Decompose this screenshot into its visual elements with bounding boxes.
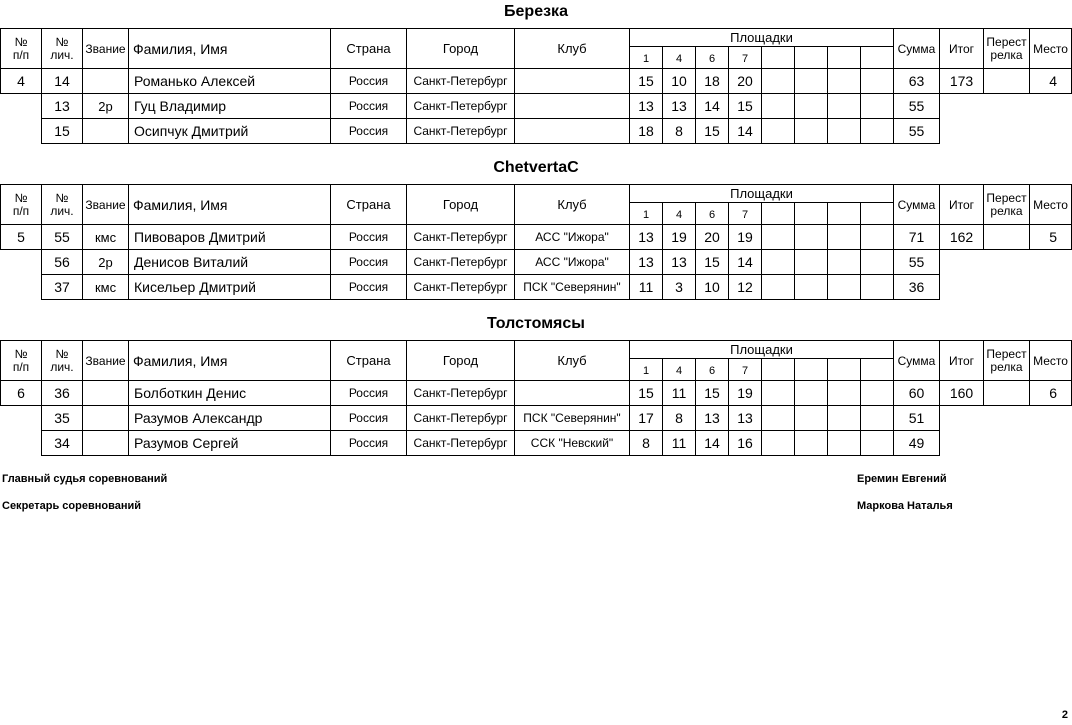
member-zvanie xyxy=(82,430,128,456)
member-score xyxy=(827,224,860,249)
header-itog: Итог xyxy=(939,340,983,380)
member-score xyxy=(794,224,827,249)
header-name: Фамилия, Имя xyxy=(128,340,330,380)
team-results-table xyxy=(0,340,1072,458)
chief-judge-name: Еремин Евгений xyxy=(857,473,947,485)
header-summa: Сумма xyxy=(893,28,939,68)
member-score: 13 xyxy=(629,224,662,249)
chief-judge-label: Главный судья соревнований xyxy=(2,473,168,485)
member-score: 19 xyxy=(728,224,761,249)
header-ploshadki: Площадки xyxy=(629,28,893,46)
team-perestrelka xyxy=(983,224,1029,250)
header-zone: 4 xyxy=(662,358,695,380)
header-zone: 6 xyxy=(695,46,728,68)
member-score: 14 xyxy=(728,249,761,274)
header-zvanie: Звание xyxy=(82,184,128,224)
header-zvanie: Звание xyxy=(82,340,128,380)
member-score xyxy=(827,274,860,300)
member-score xyxy=(860,274,893,300)
member-score xyxy=(794,380,827,405)
member-score xyxy=(761,405,794,430)
team-results-table xyxy=(0,184,1072,302)
member-score xyxy=(827,430,860,456)
member-summa: 55 xyxy=(893,118,940,144)
header-klub: Клуб xyxy=(514,340,629,380)
member-score xyxy=(794,274,827,300)
member-score: 8 xyxy=(662,405,695,430)
member-strana: Россия xyxy=(330,430,406,456)
member-score xyxy=(761,249,794,274)
page-number: 2 xyxy=(1061,709,1068,721)
member-score xyxy=(860,430,893,456)
header-perestrelka: Перест релка xyxy=(983,184,1029,224)
team-perestrelka xyxy=(983,68,1029,94)
member-score xyxy=(794,405,827,430)
member-score: 20 xyxy=(695,224,728,249)
team-itog: 173 xyxy=(939,68,983,94)
member-lich: 56 xyxy=(41,249,82,274)
member-score xyxy=(827,405,860,430)
header-itog: Итог xyxy=(939,28,983,68)
team-itog: 162 xyxy=(939,224,983,250)
team-title: ChetvertaC xyxy=(493,159,579,176)
member-score: 15 xyxy=(629,380,662,405)
member-score: 13 xyxy=(662,249,695,274)
team-pp: 4 xyxy=(0,68,41,94)
member-summa: 51 xyxy=(893,405,940,430)
member-zvanie: кмс xyxy=(82,224,128,249)
member-score xyxy=(827,249,860,274)
member-klub: ПСК "Северянин" xyxy=(514,405,629,430)
member-klub: АСС "Ижора" xyxy=(514,249,629,274)
header-strana: Страна xyxy=(330,28,406,68)
member-score xyxy=(827,118,860,144)
member-score: 10 xyxy=(662,68,695,93)
member-score xyxy=(860,380,893,405)
header-klub: Клуб xyxy=(514,28,629,68)
member-lich: 34 xyxy=(41,430,82,456)
member-score: 19 xyxy=(728,380,761,405)
member-strana: Россия xyxy=(330,118,406,144)
header-zone: 4 xyxy=(662,46,695,68)
member-score: 17 xyxy=(629,405,662,430)
header-zone: 6 xyxy=(695,202,728,224)
header-zone xyxy=(860,358,893,380)
member-summa: 55 xyxy=(893,93,940,118)
header-zone xyxy=(860,202,893,224)
member-summa: 71 xyxy=(893,224,940,249)
team-mesto: 6 xyxy=(1029,380,1072,406)
team-title: Толстомясы xyxy=(487,315,585,332)
header-gorod: Город xyxy=(406,340,514,380)
header-summa: Сумма xyxy=(893,340,939,380)
member-lich: 37 xyxy=(41,274,82,300)
secretary-name: Маркова Наталья xyxy=(857,500,953,512)
member-score xyxy=(761,274,794,300)
header-zone: 1 xyxy=(629,46,662,68)
member-score: 20 xyxy=(728,68,761,93)
member-score: 13 xyxy=(662,93,695,118)
header-lich: № лич. xyxy=(41,28,82,68)
header-mesto: Место xyxy=(1029,340,1072,380)
member-score: 13 xyxy=(629,249,662,274)
member-score: 13 xyxy=(728,405,761,430)
header-zone xyxy=(794,46,827,68)
member-lich: 36 xyxy=(41,380,82,405)
member-score: 15 xyxy=(695,380,728,405)
team-pp: 6 xyxy=(0,380,41,406)
member-klub: ПСК "Северянин" xyxy=(514,274,629,300)
member-strana: Россия xyxy=(330,224,406,249)
member-name: Болботкин Денис xyxy=(128,380,330,405)
member-score: 10 xyxy=(695,274,728,300)
member-klub xyxy=(514,118,629,144)
member-score xyxy=(860,224,893,249)
member-summa: 60 xyxy=(893,380,940,405)
member-lich: 35 xyxy=(41,405,82,430)
member-zvanie: 2р xyxy=(82,249,128,274)
member-gorod: Санкт-Петербург xyxy=(406,430,514,456)
member-name: Осипчук Дмитрий xyxy=(128,118,330,144)
header-zone xyxy=(860,46,893,68)
member-strana: Россия xyxy=(330,249,406,274)
header-mesto: Место xyxy=(1029,28,1072,68)
member-score xyxy=(761,380,794,405)
member-score xyxy=(827,68,860,93)
header-lich: № лич. xyxy=(41,184,82,224)
member-score: 18 xyxy=(629,118,662,144)
member-score: 19 xyxy=(662,224,695,249)
header-zone: 6 xyxy=(695,358,728,380)
header-zone: 1 xyxy=(629,202,662,224)
header-perestrelka: Перест релка xyxy=(983,340,1029,380)
header-mesto: Место xyxy=(1029,184,1072,224)
header-gorod: Город xyxy=(406,28,514,68)
member-zvanie: кмс xyxy=(82,274,128,300)
member-score xyxy=(860,249,893,274)
header-name: Фамилия, Имя xyxy=(128,184,330,224)
header-zone: 7 xyxy=(728,358,761,380)
member-score xyxy=(794,249,827,274)
member-score xyxy=(761,224,794,249)
member-score: 16 xyxy=(728,430,761,456)
member-score xyxy=(761,118,794,144)
header-itog: Итог xyxy=(939,184,983,224)
header-ploshadki: Площадки xyxy=(629,184,893,202)
member-score xyxy=(761,68,794,93)
header-zone xyxy=(761,202,794,224)
header-zone xyxy=(761,358,794,380)
header-pp: № п/п xyxy=(0,184,41,224)
team-mesto: 4 xyxy=(1029,68,1072,94)
member-score: 11 xyxy=(662,430,695,456)
member-score xyxy=(860,405,893,430)
header-gorod: Город xyxy=(406,184,514,224)
member-klub xyxy=(514,380,629,405)
member-score: 15 xyxy=(695,249,728,274)
member-score xyxy=(794,93,827,118)
header-zone: 4 xyxy=(662,202,695,224)
member-summa: 63 xyxy=(893,68,940,93)
header-summa: Сумма xyxy=(893,184,939,224)
header-pp: № п/п xyxy=(0,340,41,380)
member-name: Гуц Владимир xyxy=(128,93,330,118)
member-score: 11 xyxy=(629,274,662,300)
member-strana: Россия xyxy=(330,93,406,118)
header-lich: № лич. xyxy=(41,340,82,380)
member-zvanie xyxy=(82,405,128,430)
member-lich: 13 xyxy=(41,93,82,118)
member-zvanie xyxy=(82,118,128,144)
member-strana: Россия xyxy=(330,380,406,405)
member-score xyxy=(794,68,827,93)
member-name: Разумов Александр xyxy=(128,405,330,430)
header-klub: Клуб xyxy=(514,184,629,224)
team-pp: 5 xyxy=(0,224,41,250)
header-zone xyxy=(827,358,860,380)
member-gorod: Санкт-Петербург xyxy=(406,224,514,249)
member-gorod: Санкт-Петербург xyxy=(406,249,514,274)
team-itog: 160 xyxy=(939,380,983,406)
member-gorod: Санкт-Петербург xyxy=(406,68,514,93)
member-strana: Россия xyxy=(330,274,406,300)
member-klub: ССК "Невский" xyxy=(514,430,629,456)
member-score: 11 xyxy=(662,380,695,405)
member-score xyxy=(827,93,860,118)
member-lich: 15 xyxy=(41,118,82,144)
member-score: 14 xyxy=(728,118,761,144)
header-zone: 7 xyxy=(728,202,761,224)
member-gorod: Санкт-Петербург xyxy=(406,93,514,118)
team-perestrelka xyxy=(983,380,1029,406)
member-gorod: Санкт-Петербург xyxy=(406,405,514,430)
member-name: Разумов Сергей xyxy=(128,430,330,456)
team-mesto: 5 xyxy=(1029,224,1072,250)
member-score: 18 xyxy=(695,68,728,93)
header-zone xyxy=(827,202,860,224)
member-score xyxy=(761,93,794,118)
member-klub xyxy=(514,68,629,93)
team-results-table xyxy=(0,28,1072,146)
member-score xyxy=(860,93,893,118)
member-klub: АСС "Ижора" xyxy=(514,224,629,249)
header-name: Фамилия, Имя xyxy=(128,28,330,68)
header-zone: 1 xyxy=(629,358,662,380)
member-name: Денисов Виталий xyxy=(128,249,330,274)
member-score: 8 xyxy=(629,430,662,456)
header-perestrelka: Перест релка xyxy=(983,28,1029,68)
header-zone xyxy=(761,46,794,68)
header-zone xyxy=(794,358,827,380)
header-strana: Страна xyxy=(330,340,406,380)
member-name: Кисельер Дмитрий xyxy=(128,274,330,300)
member-summa: 49 xyxy=(893,430,940,456)
member-summa: 55 xyxy=(893,249,940,274)
member-zvanie xyxy=(82,68,128,93)
member-score: 13 xyxy=(695,405,728,430)
member-lich: 14 xyxy=(41,68,82,93)
member-score: 12 xyxy=(728,274,761,300)
member-score xyxy=(794,118,827,144)
member-score xyxy=(794,430,827,456)
member-summa: 36 xyxy=(893,274,940,300)
member-zvanie xyxy=(82,380,128,405)
header-ploshadki: Площадки xyxy=(629,340,893,358)
member-score xyxy=(860,68,893,93)
member-gorod: Санкт-Петербург xyxy=(406,274,514,300)
member-score xyxy=(761,430,794,456)
member-zvanie: 2р xyxy=(82,93,128,118)
member-strana: Россия xyxy=(330,405,406,430)
header-zvanie: Звание xyxy=(82,28,128,68)
member-name: Романько Алексей xyxy=(128,68,330,93)
header-zone: 7 xyxy=(728,46,761,68)
member-score: 14 xyxy=(695,93,728,118)
header-zone xyxy=(827,46,860,68)
member-klub xyxy=(514,93,629,118)
member-gorod: Санкт-Петербург xyxy=(406,380,514,405)
team-title: Березка xyxy=(504,3,568,20)
member-name: Пивоваров Дмитрий xyxy=(128,224,330,249)
member-score: 13 xyxy=(629,93,662,118)
secretary-label: Секретарь соревнований xyxy=(2,500,142,512)
member-score: 15 xyxy=(695,118,728,144)
member-score: 15 xyxy=(629,68,662,93)
member-score: 15 xyxy=(728,93,761,118)
header-strana: Страна xyxy=(330,184,406,224)
member-strana: Россия xyxy=(330,68,406,93)
header-pp: № п/п xyxy=(0,28,41,68)
member-score: 14 xyxy=(695,430,728,456)
member-score: 8 xyxy=(662,118,695,144)
member-score xyxy=(827,380,860,405)
member-gorod: Санкт-Петербург xyxy=(406,118,514,144)
member-score xyxy=(860,118,893,144)
member-score: 3 xyxy=(662,274,695,300)
member-lich: 55 xyxy=(41,224,82,249)
header-zone xyxy=(794,202,827,224)
